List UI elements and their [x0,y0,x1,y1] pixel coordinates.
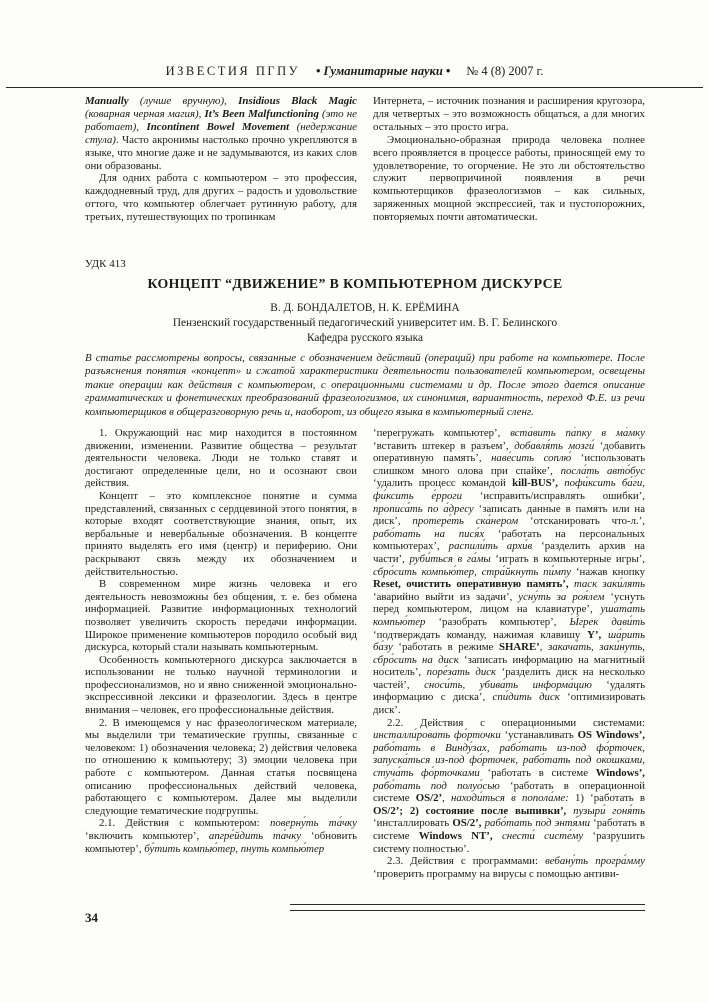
article-abstract: В статье рассмотрены вопросы, связанные с обозначением действий (операций) при работе на компьютере. После разъяснения понятия «концепт» и сжатой характеристики деятельности пользователей компьютером, освещены такие операции как действия с компьютером, с операционными системами и др. После этого дается описание грамматических и фонетических преобразований фразеологизмов, их синонимия, вариантность, переход Ф.Е. из речи компьютерщиков в общеразговорную речь и, наоборот, из общего языка в компьютерный сленг. [85,352,645,418]
article-body [85,427,645,909]
paragraph: 2. В имеющемся у нас фразеологическом материале, мы выделили три тематические группы, связанные с человеком: 1) обозначения человека; 2) действия человека по отношению к компьютеру; 3) эмоции человека при работе с компьютером. Данная статья посвящена описанию профессиональных действий человека, работающего с компьютером. Далее мы выделили следующие тематические подгруппы. [85,716,357,817]
paragraph: Интернета, – источник познания и расширения кругозора, для четвертых – это возможность общаться, а для многих остальных – это просто игра. [373,95,645,133]
paragraph: Эмоционально-образная природа человека полнее всего проявляется в процессе работы, приносящей ему то удовлетворение, то огорчение. Не это ли обстоятельство служит первопричиной появления в речи компьютерщиков фразеологизмов – как сильных, заряженных мощной экспрессией, так и пустопорожних, повторяемых почти автоматически. [373,133,645,224]
intro-left-column [85,95,357,224]
footer-rule [290,904,645,916]
article-department: Кафедра русского языка [307,332,423,344]
journal-name: ИЗВЕСТИЯ ПГПУ [165,64,300,78]
paragraph: Концепт – это комплексное понятие и сумма представлений, связанных с сердцевиной этого понятия, в которые входят соответствующие знания, опыт, их вербальные и невербальные обозначения. В концепте принято выделять его имя (центр) и периферию. Они раскрывают связь между их обозначением и действительностью. [85,489,357,578]
paragraph: Особенность компьютерного дискурса заключается в использовании не только научной терминологии и профессионализмов, но и явно сниженной эмоционально-экспрессивной лексики и фразеологии. Здесь в центре внимания – человек, его профессиональные действия. [85,653,357,717]
body-left-column [85,427,357,909]
article-affiliation: Пензенский государственный педагогический университет им. В. Г. Белинского [172,317,558,329]
paragraph: Manually (лучше вручную), Insidious Black Magic (коварная черная магия), It’s Been Malfunctioning (это не работает), Incontinent Bowel Movement (недержание стула). Часто акронимы настолько прочно укрепляются в языке, что многие даже и не задумываются, из каких слов они образованы. [85,95,358,172]
udc-code: УДК 413 [85,258,126,270]
header-rule [6,87,703,88]
paragraph: 1. Окружающий нас мир находится в постоянном движении, изменении. Развитие общества – результат деятельности человека. Люди не только ставят и достигают определенные цели, но и осознают свои действия. [85,427,357,490]
page-number: 34 [85,910,98,925]
article-title: КОНЦЕПТ “ДВИЖЕНИЕ” В КОМПЬЮТЕРНОМ ДИСКУРСЕ [147,276,563,291]
article-authors: В. Д. БОНДАЛЕТОВ, Н. К. ЕРЁМИНА [270,302,460,314]
paragraph: ‘перегружать компьютер’, вста́вить па́пку в ма́мку ‘вставить штекер в разъем’, добавля́ть мозги́ ‘добавить оперативную память’, наве́сить соплю́ ‘использовать слишком много олова при спайке’, посла́ть авто́бус ‘удалить процесс командой kill-BUS’, пофи́ксить ба́ги, фи́ксить е́рроги ‘исправить/исправлять ошибки’, прописа́ть по а́дресу ‘записать данные в память или на диск’, протере́ть ска́нером ‘отсканировать что-л.’, рабо́тать на пися́х ‘работать на персональных компьютерах’, распили́ть архи́в ‘разделить архив на части’, руби́ться в га́мы ‘играть в компьютерные игры’, сбро́сить компью́тер, стра́йкнуть пи́мпу ‘нажав кнопку Reset, очистить оперативную память’, таск заки́лять ‘аварийно выйти из задачи’, усну́ть за роя́лем ‘уснуть перед компьютером, лицом на клавиатуре’, ушата́ть компью́тер ‘разобрать компьютер’, Ы́грек дави́ть ‘подтверждать команду, нажимая клавишу Y’, ша́рить ба́зу ‘работать в режиме SHARE’, закача́ть, заки́нуть, сбро́сить на диск ‘записать информацию на магнитный носитель’, поре́зать диск ‘разделить диск на несколько частей’, сноси́ть, убива́ть информа́цию ‘удалять информацию с диска’, спи́дить диск ‘оптимизировать диск’. [373,427,645,717]
footer-rule-top [290,904,645,905]
paragraph: 2.1. Действия с компьютером: поверну́ть та́чку ‘включить компьютер’, апгре́йдить та́чку ‘обновить компьютер’, бу́тить компью́тер, пнуть компью́тер [85,817,357,855]
paragraph: 2.3. Действия с программами: вебану́ть програ́мму ‘проверить программу на вирусы с помощью антиви- [373,855,645,880]
paragraph: Для одних работа с компьютером – это профессия, каждодневный труд, для других – радость и удовольствие оттого, что компьютер облегчает рутинную работу, для третьих, путешествующих по тропинкам [85,172,357,224]
journal-issue: № 4 (8) 2007 г. [466,64,544,78]
intro-section [85,95,645,224]
body-right-column [373,427,645,909]
journal-header [0,64,709,79]
paragraph: 2.2. Действия с операционными системами: инсталли́ровать фо́рточки ‘устанавливать OS Windows’, рабо́тать в Винду́зах, рабо́тать из-под фо́рточек, запуска́ться из-под фо́рточек, рабо́тать под око́шками, стуча́ть фо́рточками ‘работать в системе Windows’, рабо́тать под полуо́сью ‘работать в операционной системе OS/2’, находи́ться в попола́ме: 1) ‘работать в OS/2’; 2) состояние после выпивки’, пузыри́ гоня́ть ‘инсталлировать OS/2’, рабо́тать под энтя́ми ‘работать в системе Windows NT’, снести́ систе́му ‘разрушить систему полностью’. [373,716,645,855]
paragraph: В современном мире жизнь человека и его деятельность невозможны без общения, т. е. без обмена информацией. Развитие информационных технологий позволяет увеличить скорость передачи информации. Широкое применение компьютеров породило особый вид дискурса, который стали называть компьютерным. [85,578,357,654]
journal-section-label: • Гуманитарные науки • [315,64,451,78]
intro-right-column [373,95,645,224]
footer-rule-bottom [290,910,645,911]
